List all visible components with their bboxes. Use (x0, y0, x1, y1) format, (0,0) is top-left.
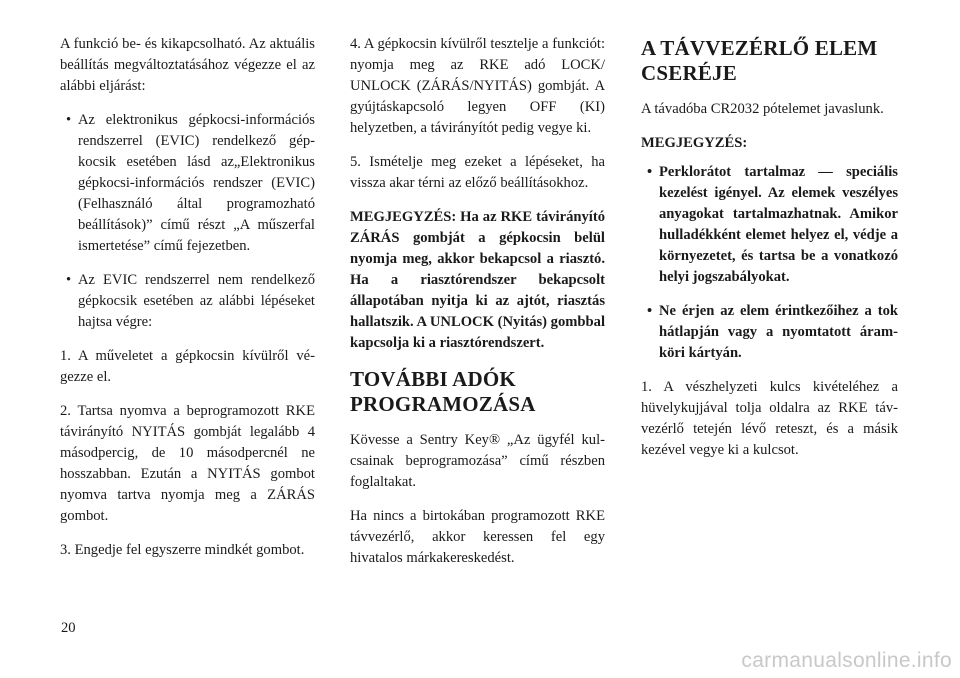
note-heading: MEGJEGYZÉS: (641, 135, 748, 151)
step-1: 1. A műveletet a gépkocsin kívülről végezze el. (60, 348, 315, 385)
sentry-key-paragraph: Kövesse a Sentry Key® „Az ügyfél kulcsainak beprogramozása” című részben foglaltakat. (350, 432, 605, 490)
step-5: 5. Ismételje meg ezeket a lépéseket, ha vissza akar térni az előző beállításokhoz. (350, 154, 605, 191)
bullet-icon: • (66, 272, 72, 288)
bullet-no-evic: • Az EVIC rendszerrel nem rendelkező gépkocsik esetében az alábbi lépéseket hajtsa végre: (66, 272, 315, 330)
page-number: 20 (61, 620, 76, 636)
battery-paragraph: A távadóba CR2032 pótelemet javaslunk. (641, 101, 884, 117)
section-heading-additional-transmitters: TOVÁBBI ADÓK PROGRAMOZÁSA (350, 367, 536, 416)
bullet-evic: • Az elektronikus gépkocsi-információs rendszerrel (EVIC) rendelkező gépkocsik esetében lásd az„Elektronikus gépkocsi-információs rendszer (EVIC) (Felhasználó által programozható beállítások)” című részt „A műszerfal ismertetése” című fejezetben. (66, 112, 315, 254)
section-heading-battery-replacement: A TÁVVEZÉRLŐ ELEM CSERÉJE (641, 36, 878, 85)
step-3: 3. Engedje fel egyszerre mindkét gombot. (60, 542, 305, 558)
dealer-paragraph: Ha nincs a birtokában programozott RKE távvezérlő, akkor keressen fel egy hivatalos márkakereskedést. (350, 508, 605, 566)
column-left (60, 34, 315, 574)
column-right (641, 34, 898, 474)
step-4: 4. A gépkocsin kívülről tesztelje a funkciót: nyomja meg az RKE adó LOCK/ UNLOCK (ZÁRÁS/NYITÁS) gombját. A gyújtáskapcsoló legyen OFF (KI) helyzetben, a távirányítót pedig vegye ki. (350, 36, 605, 136)
note-alarm: MEGJEGYZÉS: Ha az RKE távirányító ZÁRÁS gombját a gépkocsin belül nyomja meg, akkor bekapcsol a riasztó. Ha a riasztórendszer bekapcsolt állapotában nyitja ki az ajtót, riasztás hallatszik. A UNLOCK (Nyitás) gombbal kapcsolja ki a riasztórendszert. (350, 209, 606, 351)
bullet-icon: • (647, 303, 653, 319)
emergency-key-step: 1. A vészhelyzeti kulcs kivételéhez a hüvelykujjával tolja oldalra az RKE távvezérlő tetején lévő reteszt, és a másik kezével vegye ki a kulcsot. (641, 379, 898, 458)
intro-paragraph: A funkció be- és kikapcsolható. Az aktuális beállítás megváltoztatásához végezze el az alábbi eljárást: (60, 36, 315, 94)
bullet-contacts: • Ne érjen az elem érintkezőihez a tok hátlapján vagy a nyomtatott áramköri kártyán. (647, 303, 898, 361)
bullet-icon: • (647, 164, 653, 180)
step-2: 2. Tartsa nyomva a beprogramozott RKE távirányító NYITÁS gombját legalább 4 másodpercig, de 10 másodpercnél ne hosszabban. Ezután a NYITÁS gombot nyomva tartva nyomja meg a ZÁRÁS gombot. (60, 403, 315, 524)
bullet-icon: • (66, 112, 72, 128)
watermark: carmanualsonline.info (741, 649, 952, 672)
column-middle (350, 34, 605, 582)
bullet-perchlorate: • Perklorátot tartalmaz — speciális kezelést igényel. Az elemek veszélyes anyagokat tartalmazhatnak. Amikor hulladékként elemet helyez el, védje a környezetet, és tartsa be a vonatkozó helyi jogszabályokat. (647, 164, 898, 285)
